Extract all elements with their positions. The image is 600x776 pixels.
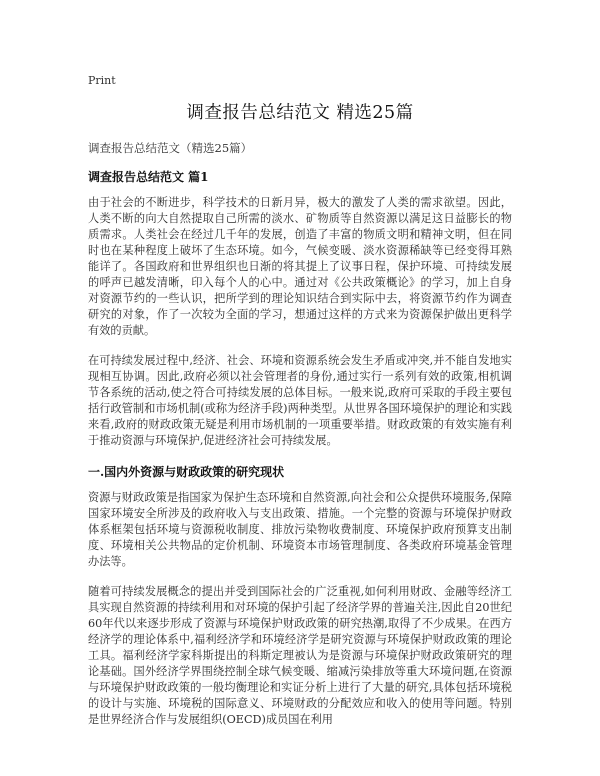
print-label: Print <box>88 74 116 87</box>
paragraph: 在可持续发展过程中,经济、社会、环境和资源系统会发生矛盾或冲突,并不能自发地实现相互协调。因此,政府必须以社会管理者的身份,通过实行一系列有效的政策,相机调节各系统的活动,使之符合可持续发展的总体目标。一般来说,政府可采取的手段主要包括行政管制和市场机制(或称为经济手段)两种类型。从世界各国环境保护的理论和实践来看,政府的财政政策无疑是利用市场机制的一项重要举措。财政政策的有效实施有利于推动资源与环境保护,促进经济社会可持续发展。 <box>88 354 512 447</box>
paragraph: 由于社会的不断进步，科学技术的日新月异，极大的激发了人类的需求欲望。因此，人类不断的向大自然提取自己所需的淡水、矿物质等自然资源以满足这日益膨长的物质需求。人类社会在经过几千年的发展，创造了丰富的物质文明和精神文明，但在同时也在某种程度上破坏了生态环境。如今，气候变暖、淡水资源稀缺等已经变得耳熟能详了。各国政府和世界组织也日渐的将其提上了议事日程，保护环境、可持续发展的呼声已越发清晰，印入每个人的心中。通过对《公共政策概论》的学习，加上自身对资源节约的一些认识，把所学到的理论知识结合到实际中去，将资源节约作为调查研究的对象，作了一次较为全面的学习，想通过这样的方式来为资源保护做出更科学有效的贡献。 <box>88 196 512 337</box>
sub-heading: 一.国内外资源与财政政策的研究现状 <box>88 465 285 479</box>
section-heading: 调查报告总结范文 篇1 <box>88 170 209 184</box>
paragraph: 资源与财政政策是指国家为保护生态环境和自然资源,向社会和公众提供环境服务,保障国家环境安全所涉及的政府收入与支出政策、措施。一个完整的资源与环境保护财政体系框架包括环境与资源税收制度、排放污染物收费制度、环境保护政府预算支出制度、环境相关公共物品的定价机制、环境资本市场管理制度、各类政府环境基金管理办法等。 <box>88 491 512 568</box>
document-title: 调查报告总结范文 精选25篇 <box>186 103 414 123</box>
document-subtitle: 调查报告总结范文（精选25篇） <box>88 141 253 155</box>
paragraph: 随着可持续发展概念的提出并受到国际社会的广泛重视,如何利用财政、金融等经济工具实现自然资源的持续利用和对环境的保护引起了经济学界的普遍关注,因此自20世纪60年代以来逐步形成了资源与环境保护财政政策的研究热潮,取得了不少成果。在西方经济学的理论体系中,福利经济学和环境经济学是研究资源与环境保护财政政策的理论工具。福利经济学家科斯提出的科斯定理被认为是资源与环境保护财政政策研究的理论基础。国外经济学界围绕控制全球气候变暖、缩减污染排放等重大环境问题,在资源与环境保护财政政策的一般均衡理论和实证分析上进行了大量的研究,具体包括环境税的设计与实施、环境税的国际意义、环境财政的分配效应和收入的使用等问题。特别是世界经济合作与发展组织(OECD)成员国在利用 <box>88 585 512 726</box>
